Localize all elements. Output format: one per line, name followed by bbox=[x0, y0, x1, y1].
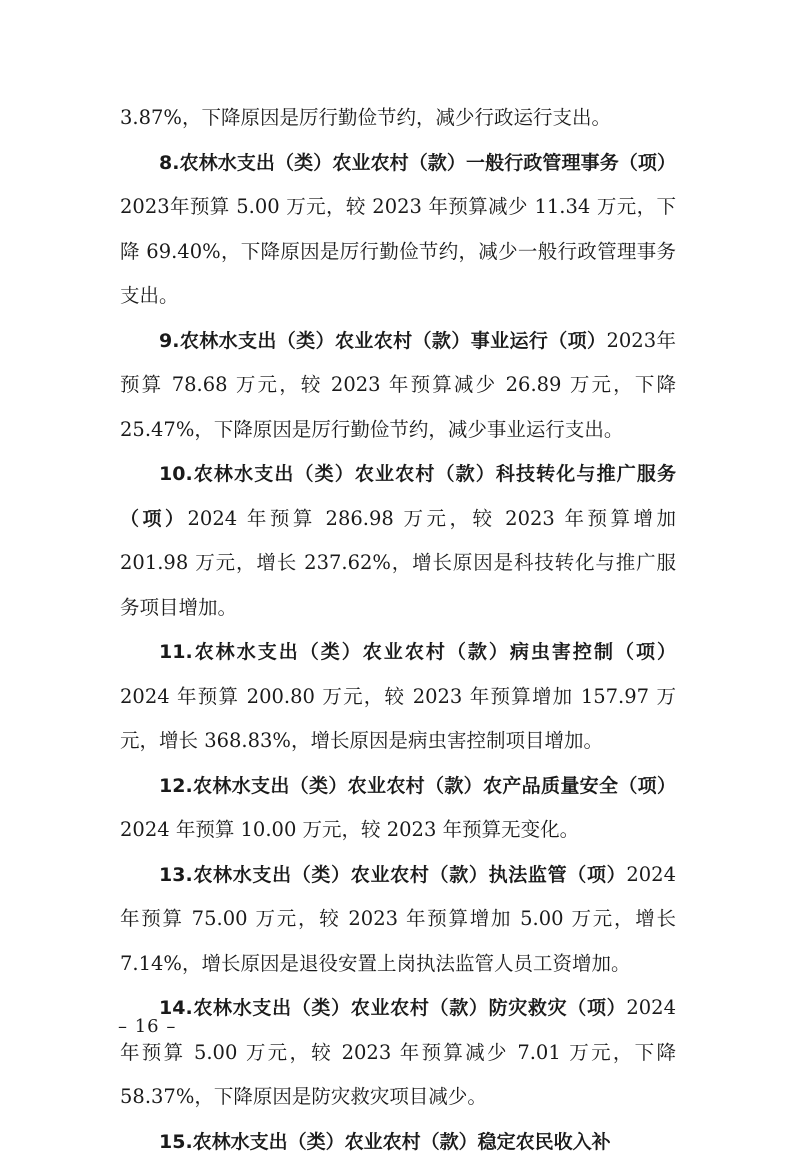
paragraph-5 bbox=[120, 630, 676, 764]
paragraph-1 bbox=[120, 96, 676, 141]
paragraph-heading: 9.农林水支出（类）农业农村（款）事业运行（项） bbox=[159, 330, 606, 352]
paragraph-text: 2024 年预算 286.98 万元，较 2023 年预算增加 201.98 万元，增长 237.62%，增长原因是科技转化与推广服务项目增加。 bbox=[120, 507, 676, 619]
body-text bbox=[120, 96, 676, 1164]
paragraph-heading: 10.农林水支出（类）农业农村（款）科技转化与推广服务（项） bbox=[120, 463, 676, 530]
paragraph-text: 2024 年预算 200.80 万元，较 2023 年预算增加 157.97 万元，增长 368.83%，增长原因是病虫害控制项目增加。 bbox=[120, 685, 676, 753]
paragraph-heading: 8.农林水支出（类）农业农村（款）一般行政管理事务（项） bbox=[159, 152, 676, 174]
paragraph-9 bbox=[120, 1120, 676, 1164]
paragraph-text: 2024 年预算 75.00 万元，较 2023 年预算增加 5.00 万元，增长 7.14%，增长原因是退役安置上岗执法监管人员工资增加。 bbox=[120, 863, 676, 975]
paragraph-text: 2024 年预算 5.00 万元，较 2023 年预算减少 7.01 万元，下降 58.37%，下降原因是防灾救灾项目减少。 bbox=[120, 996, 676, 1108]
paragraph-heading: 13.农林水支出（类）农业农村（款）执法监管（项） bbox=[159, 864, 626, 886]
paragraph-text: 2024 年预算 10.00 万元，较 2023 年预算无变化。 bbox=[120, 818, 579, 841]
paragraph-text: 3.87%，下降原因是厉行勤俭节约，减少行政运行支出。 bbox=[120, 106, 611, 129]
paragraph-6 bbox=[120, 764, 676, 853]
paragraph-4 bbox=[120, 452, 676, 630]
paragraph-3 bbox=[120, 319, 676, 453]
paragraph-heading: 11.农林水支出（类）农业农村（款）病虫害控制（项） bbox=[159, 641, 676, 663]
paragraph-2 bbox=[120, 141, 676, 319]
paragraph-heading: 14.农林水支出（类）农业农村（款）防灾救灾（项） bbox=[159, 997, 626, 1019]
paragraph-text: 2023年预算 5.00 万元，较 2023 年预算减少 11.34 万元，下降 69.40%，下降原因是厉行勤俭节约，减少一般行政管理事务支出。 bbox=[120, 195, 676, 307]
paragraph-7 bbox=[120, 853, 676, 987]
page-number: – 16 – bbox=[118, 1016, 176, 1037]
paragraph-text: 2023年预算 78.68 万元，较 2023 年预算减少 26.89 万元，下降 25.47%，下降原因是厉行勤俭节约，减少事业运行支出。 bbox=[120, 329, 676, 441]
paragraph-heading: 15.农林水支出（类）农业农村（款）稳定农民收入补 bbox=[159, 1131, 611, 1153]
paragraph-8 bbox=[120, 986, 676, 1120]
paragraph-heading: 12.农林水支出（类）农业农村（款）农产品质量安全（项） bbox=[159, 775, 676, 797]
